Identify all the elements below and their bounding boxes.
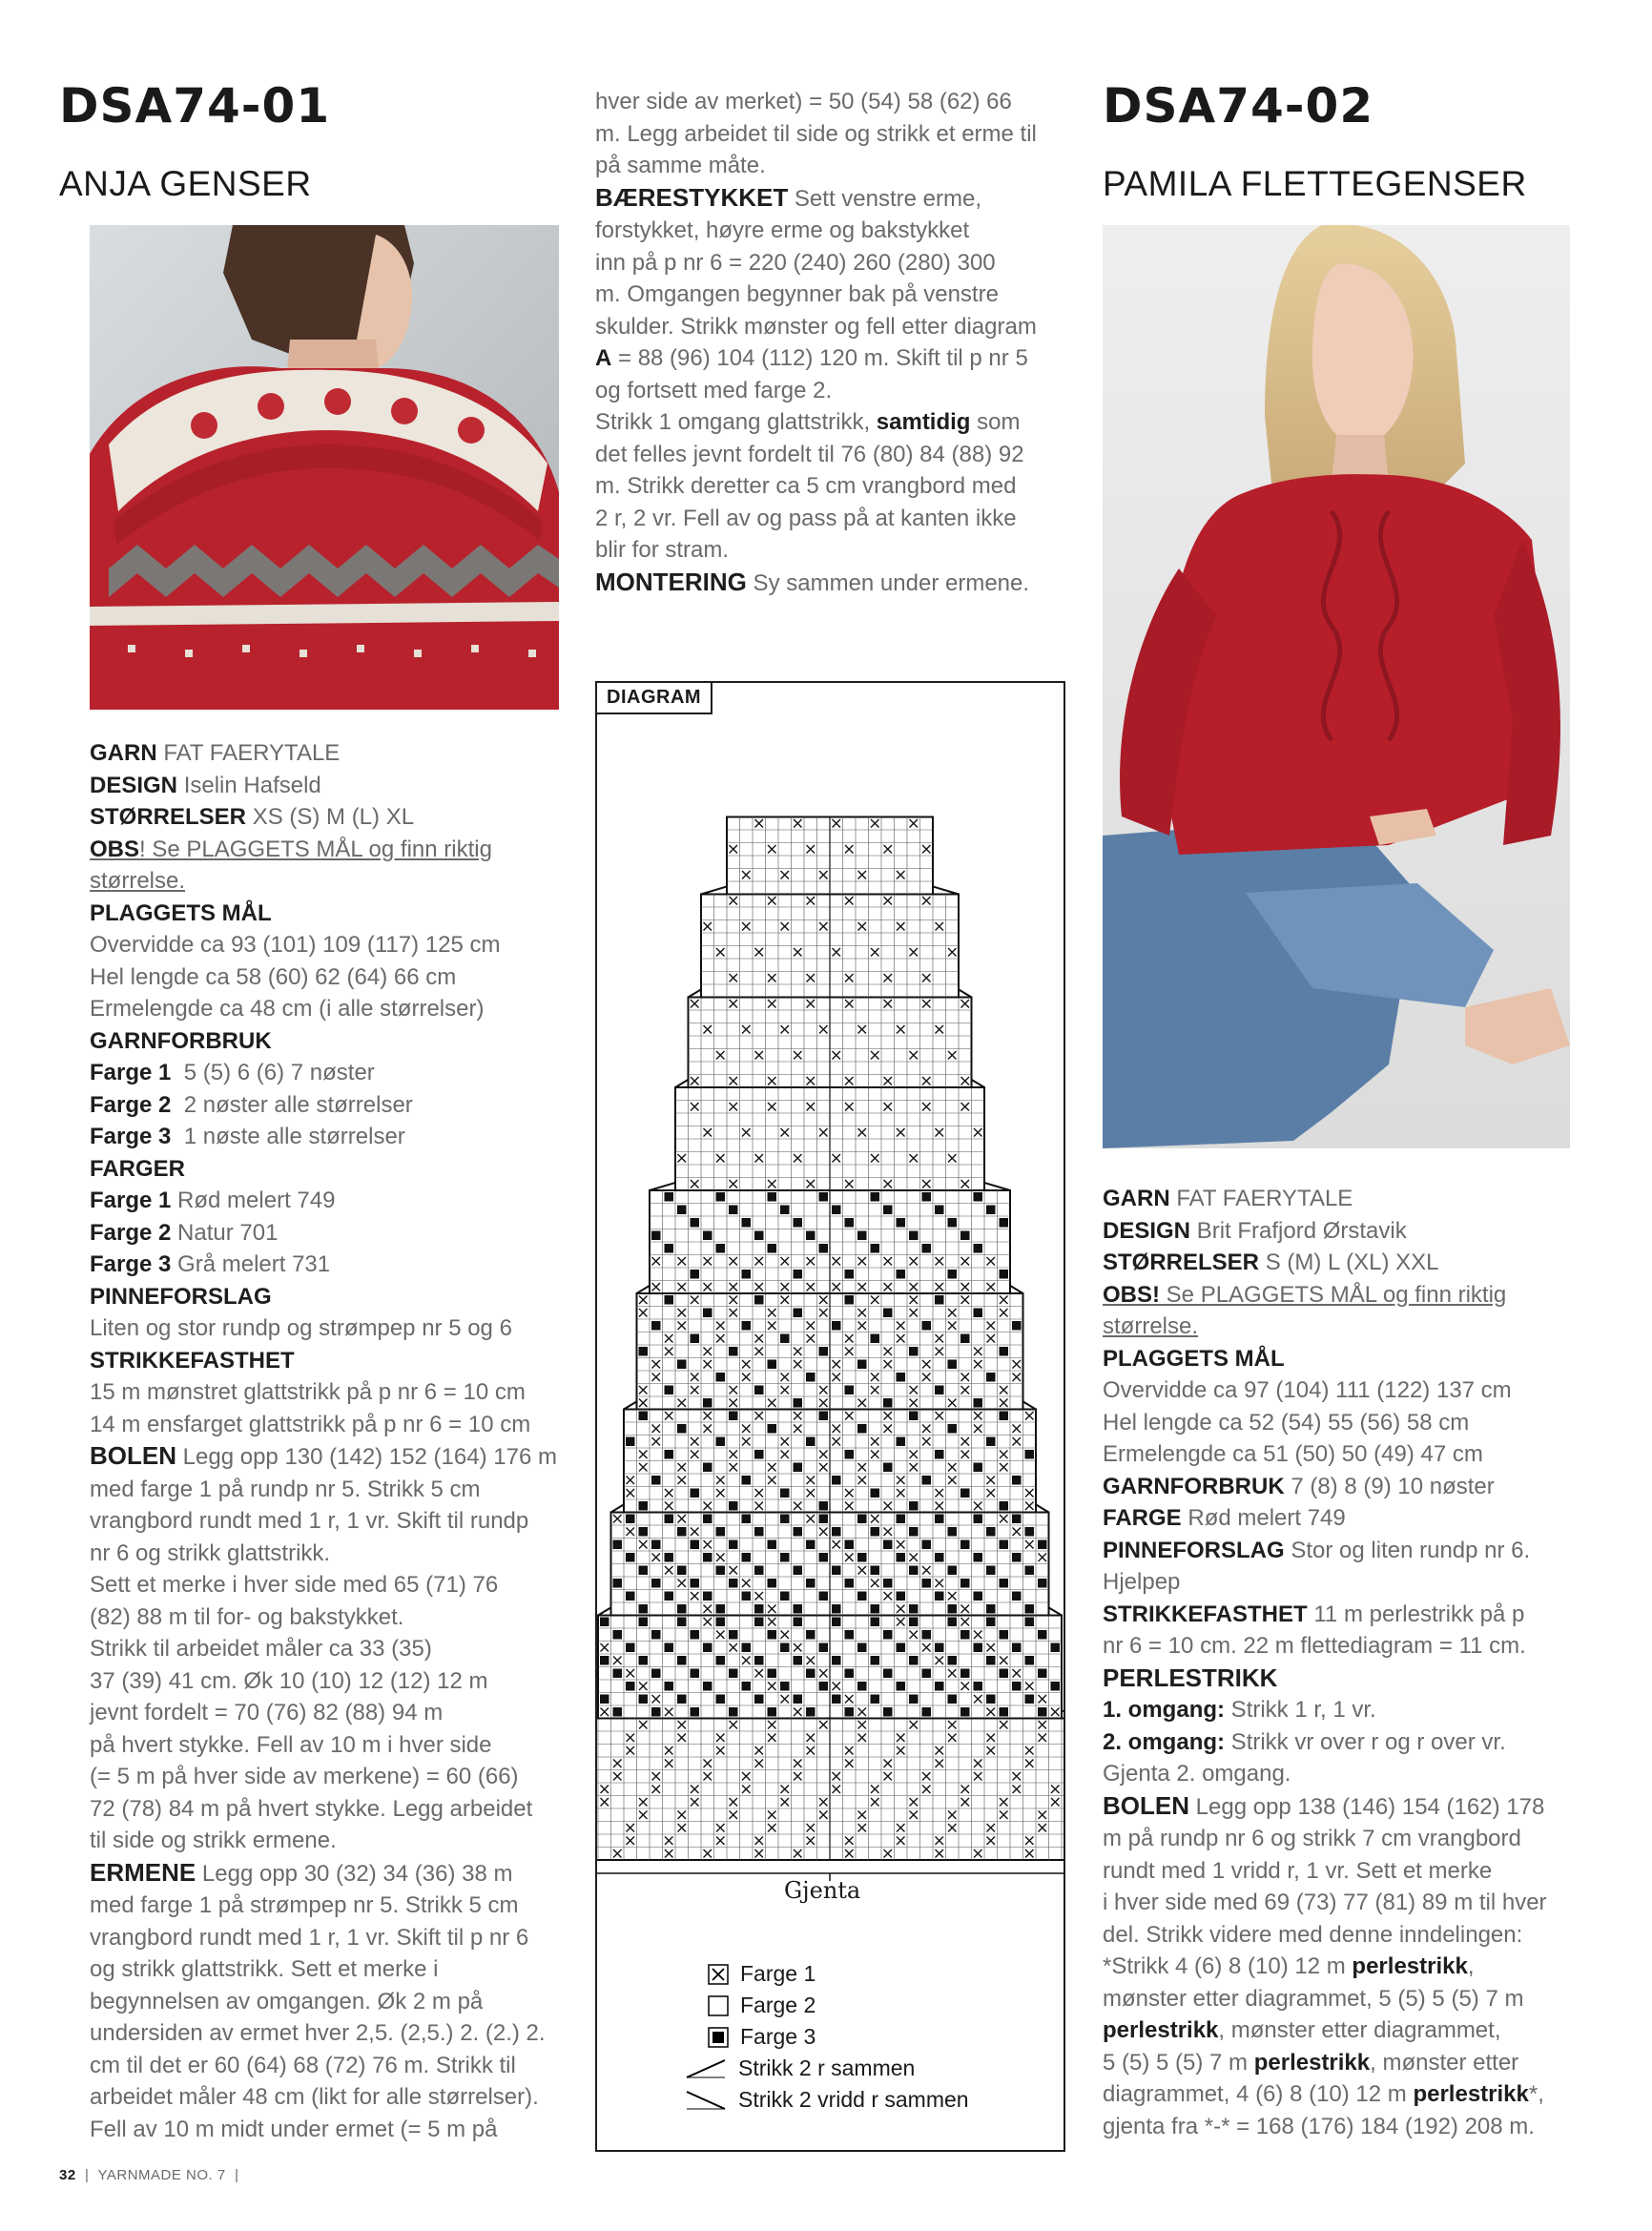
plaggets-line: Overvidde ca 93 (101) 109 (117) 125 cm	[90, 932, 501, 958]
baere-line: skulder. Strikk mønster og fell etter diagram	[595, 313, 1037, 340]
bolen-seq: *Strikk 4 (6) 8 (10) 12 m	[1103, 1953, 1353, 1979]
baere-line: forstykket, høyre erme og bakstykket	[595, 217, 970, 243]
pattern-code-left: DSA74-01	[59, 78, 331, 134]
bolen-label: BOLEN	[90, 1441, 176, 1470]
bolen-seq: , mønster etter	[1370, 2049, 1519, 2076]
pattern-code-right: DSA74-02	[1103, 78, 1374, 134]
samtidig-bold: samtidig	[876, 409, 971, 435]
ermene-label: ERMENE	[90, 1857, 196, 1887]
legend-label: Farge 2	[740, 1993, 816, 2017]
slash-right-icon	[685, 2058, 727, 2079]
pinneforslag-value: Stor og liten rundp nr 6.	[1284, 1537, 1531, 1563]
farge-label: Farge 2	[90, 1219, 172, 1246]
baere-line: m. Omgangen begynner bak på venstre	[595, 281, 999, 307]
ermene-line: med farge 1 på strømpep nr 5. Strikk 5 cm	[90, 1892, 519, 1918]
design-value: Brit Frafjord Ørstavik	[1196, 1217, 1407, 1244]
farge-value: 5 (5) 6 (6) 7 nøster	[183, 1060, 375, 1085]
anja-sweater-photo	[90, 225, 559, 710]
obs-label: OBS!	[1103, 1281, 1160, 1308]
perlestrikk-label: PERLESTRIKK	[1103, 1663, 1278, 1692]
strikkefasthet-value: 11 m perlestrikk på p	[1307, 1601, 1525, 1627]
perlestrikk-bold: perlestrikk	[1413, 2081, 1529, 2107]
legend-farge-1	[708, 1961, 816, 1987]
ermene-line: arbeidet måler 48 cm (likt for alle størrelser).	[90, 2084, 539, 2110]
left-text-column	[90, 737, 567, 2145]
strikkefasthet-label: STRIKKEFASTHET	[90, 1347, 295, 1374]
ermene-line: begynnelsen av omgangen. Øk 2 m på	[90, 1988, 484, 2014]
bolen-seq: gjenta fra *-* = 168 (176) 184 (192) 208 m.	[1103, 2113, 1535, 2139]
farge-label: FARGE	[1103, 1505, 1182, 1531]
plaggets-line: Ermelengde ca 48 cm (i alle størrelser)	[90, 996, 485, 1022]
legend-label: Strikk 2 r sammen	[738, 2055, 916, 2080]
farger-label: FARGER	[90, 1155, 186, 1182]
ermene-line: Fell av 10 m midt under ermet (= 5 m på	[90, 2116, 498, 2142]
bolen-line: jevnt fordelt = 70 (76) 82 (88) 94 m	[90, 1700, 444, 1725]
legend-farge-3	[708, 2024, 816, 2050]
garn-value: FAT FAERYTALE	[1176, 1186, 1353, 1211]
plaggets-line: Overvidde ca 97 (104) 111 (122) 137 cm	[1103, 1377, 1512, 1403]
perlestrikk-bold: perlestrikk	[1103, 2017, 1219, 2043]
strikkefasthet-label: STRIKKEFASTHET	[1103, 1601, 1308, 1627]
legend-label: Farge 3	[740, 2024, 816, 2049]
plaggets-line: Hel lengde ca 52 (54) 55 (56) 58 cm	[1103, 1409, 1470, 1436]
garnforbruk-label: GARNFORBRUK	[90, 1027, 272, 1054]
bolen-line: del. Strikk videre med denne inndelingen:	[1103, 1921, 1523, 1948]
bolen-line: med farge 1 på rundp nr 5. Strikk 5 cm	[90, 1476, 481, 1502]
omgang-line: Gjenta 2. omgang.	[1103, 1761, 1291, 1787]
empty-square-icon	[708, 1995, 729, 2016]
obs-text-cont: størrelse.	[1103, 1313, 1199, 1339]
farge-label: Farge 3	[90, 1251, 172, 1277]
design-label: DESIGN	[1103, 1217, 1191, 1244]
diagram-a-ref: A	[595, 345, 612, 371]
strikk-line: m. Strikk deretter ca 5 cm vrangbord med	[595, 473, 1017, 499]
design-value: Iselin Hafseld	[183, 772, 321, 798]
gjenta-label: Gjenta	[784, 1877, 861, 1904]
obs-text: Se PLAGGETS MÅL og finn riktig	[1160, 1281, 1507, 1308]
plaggets-label: PLAGGETS MÅL	[90, 899, 272, 926]
strikk-pre: Strikk 1 omgang glattstrikk,	[595, 409, 877, 435]
bolen-line: 37 (39) 41 cm. Øk 10 (10) 12 (12) 12 m	[90, 1667, 488, 1694]
ermene-line: cm til det er 60 (64) 68 (72) 76 m. Strikk til	[90, 2052, 516, 2078]
farge-value: 2 nøster alle størrelser	[183, 1091, 413, 1118]
perlestrikk-bold: perlestrikk	[1253, 2049, 1371, 2076]
bolen-seq: , mønster etter diagrammet,	[1218, 2017, 1501, 2043]
bolen-seq: 5 (5) 5 (5) 7 m	[1103, 2049, 1254, 2076]
baere-a-text: = 88 (96) 104 (112) 120 m. Skift til p nr 5	[611, 345, 1028, 371]
bolen-line: (82) 88 m til for- og bakstykket.	[90, 1603, 404, 1630]
bolen-line: til side og strikk ermene.	[90, 1828, 337, 1853]
ermene-line: undersiden av ermet hver 2,5. (2,5.) 2. (2.) 2.	[90, 2020, 546, 2046]
farge-value: Rød melert 749	[177, 1188, 336, 1213]
chart-grid	[597, 683, 1063, 2150]
cross-square-icon	[708, 1964, 729, 1985]
strikk-line: 2 r, 2 vr. Fell av og pass på at kanten ikke	[595, 505, 1017, 531]
bolen-seq: mønster etter diagrammet, 5 (5) 5 (5) 7 m	[1103, 1985, 1524, 2012]
montering-label: MONTERING	[595, 567, 747, 596]
legend-strikk-2r	[685, 2055, 915, 2081]
bolen-label: BOLEN	[1103, 1790, 1189, 1820]
montering-text: Sy sammen under ermene.	[746, 569, 1030, 596]
sizes-label: STØRRELSER	[90, 804, 247, 830]
knitting-diagram	[595, 681, 1065, 2152]
middle-line: m. Legg arbeidet til side og strikk et erme til	[595, 120, 1037, 147]
plaggets-line: Ermelengde ca 51 (50) 50 (49) 47 cm	[1103, 1441, 1483, 1467]
pattern-title-left: ANJA GENSER	[59, 164, 312, 203]
bolen-line: Strikk til arbeidet måler ca 33 (35)	[90, 1636, 432, 1662]
page-number: 32	[59, 2167, 76, 2183]
strikk-line: blir for stram.	[595, 537, 730, 563]
strikk-line: det felles jevnt fordelt til 76 (80) 84 (88) 92	[595, 441, 1024, 467]
middle-line: hver side av merket) = 50 (54) 58 (62) 66	[595, 89, 1012, 114]
omgang-1-label: 1. omgang:	[1103, 1697, 1226, 1723]
garnforbruk-value: 7 (8) 8 (9) 10 nøster	[1284, 1473, 1495, 1499]
strikkefasthet-line: nr 6 = 10 cm. 22 m flettediagram = 11 cm.	[1103, 1633, 1526, 1659]
omgang-2-label: 2. omgang:	[1103, 1728, 1226, 1755]
farge-value: Grå melert 731	[177, 1251, 331, 1277]
farge-value: Rød melert 749	[1181, 1505, 1346, 1531]
baere-line: inn på p nr 6 = 220 (240) 260 (280) 300	[595, 249, 996, 276]
design-label: DESIGN	[90, 772, 178, 798]
bolen-seq: diagrammet, 4 (6) 8 (10) 12 m	[1103, 2081, 1414, 2107]
pattern-title-right: PAMILA FLETTEGENSER	[1103, 164, 1527, 203]
bolen-line: rundt med 1 vridd r, 1 vr. Sett et merke	[1103, 1857, 1493, 1884]
legend-label: Farge 1	[740, 1961, 816, 1986]
omgang-2-value: Strikk vr over r og r over vr.	[1225, 1728, 1506, 1755]
pinneforslag-text: Liten og stor rundp og strømpep nr 5 og 6	[90, 1315, 512, 1341]
diagram-label: DIAGRAM	[597, 683, 712, 714]
pinneforslag-label: PINNEFORSLAG	[90, 1283, 272, 1310]
plaggets-line: Hel lengde ca 58 (60) 62 (64) 66 cm	[90, 963, 457, 990]
garn-value: FAT FAERYTALE	[163, 740, 341, 766]
bolen-line: på hvert stykke. Fell av 10 m i hver side	[90, 1731, 492, 1758]
obs-label: OBS	[90, 836, 140, 862]
legend-strikk-2vr	[685, 2087, 969, 2113]
omgang-1-value: Strikk 1 r, 1 vr.	[1225, 1697, 1376, 1723]
bolen-text: Legg opp 130 (142) 152 (164) 176 m	[176, 1444, 557, 1470]
bolen-line: i hver side med 69 (73) 77 (81) 89 m til hver	[1103, 1890, 1547, 1915]
strikkefasthet-line: 14 m ensfarget glattstrikk på p nr 6 = 10 cm	[90, 1411, 531, 1437]
sizes-value: XS (S) M (L) XL	[252, 804, 415, 830]
bolen-line: nr 6 og strikk glattstrikk.	[90, 1539, 331, 1566]
bolen-line: 72 (78) 84 m på hvert stykke. Legg arbeidet	[90, 1795, 533, 1822]
right-text-column: GARN FAT FAERYTALE DESIGN Brit Frafjord Ørstavik STØRRELSER S (M) L (XL) XXL OBS! Se PLAGGETS MÅL og finn riktig størrelse. PLAGGETS MÅL Overvidde ca 97 (104) 111 (122) 137 cm Hel lengde ca 52 (54) 55 (56) 58 cm Ermelengde ca 51 (50) 50 (49) 47 cm GARNFORBRUK 7 (8) 8 (9) 10 nøster FARGE Rød melert 749 PINNEFORSLAG Stor og liten rundp nr 6. Hjelpep STRIKKEFASTHET 11 m perlestrikk på p nr 6 = 10 cm. 22 m flettediagram = 11 cm. PERLESTRIKK 1. omgang: Strikk 1 r, 1 vr. 2. omgang: Strikk vr over r og r over vr. Gjenta 2. omgang. BOLEN Legg opp 138 (146) 154 (162) 178 m på rundp nr 6 og strikk 7 cm vrangbord rundt med 1 vridd r, 1 vr. Sett et merke i hver side med 69 (73) 77 (81) 89 m til hver del. Strikk videre med denne inndelingen: *Strikk 4 (6) 8 (10) 12 m perlestrikk, mønster etter diagrammet, 5 (5) 5 (5) 7 m perlestrikk, mønster etter diagrammet, 5 (5) 5 (5) 7 m perlestrikk, mønster etter diagrammet, 4 (6) 8 (10) 12 m perlestrikk*, gjenta fra *-* = 168 (176) 184 (192) 208 m.	[1103, 1183, 1580, 2142]
bolen-line: m på rundp nr 6 og strikk 7 cm vrangbord	[1103, 1826, 1521, 1851]
pamila-sweater-photo	[1103, 225, 1570, 1148]
farge-label: Farge 2	[90, 1091, 172, 1118]
farge-value: Natur 701	[177, 1219, 279, 1246]
baerestykket-label: BÆRESTYKKET	[595, 182, 789, 212]
sizes-value: S (M) L (XL) XXL	[1265, 1250, 1439, 1275]
bolen-line: (= 5 m på hver side av merkene) = 60 (66)	[90, 1764, 519, 1789]
middle-line: på samme måte.	[595, 153, 766, 178]
slash-left-icon	[685, 2090, 727, 2111]
garn-label: GARN	[1103, 1186, 1170, 1211]
baere-line: og fortsett med farge 2.	[595, 377, 833, 403]
farge-label: Farge 3	[90, 1124, 172, 1149]
obs-text-cont: størrelse.	[90, 868, 186, 894]
garnforbruk-label: GARNFORBRUK	[1103, 1473, 1285, 1499]
bolen-line: Sett et merke i hver side med 65 (71) 76	[90, 1572, 499, 1598]
plaggets-label: PLAGGETS MÅL	[1103, 1345, 1285, 1372]
ermene-text: Legg opp 30 (32) 34 (36) 38 m	[196, 1860, 513, 1887]
strikk-post: som	[970, 409, 1021, 435]
middle-text-column	[595, 86, 1072, 599]
pinneforslag-label: PINNEFORSLAG	[1103, 1537, 1285, 1563]
filled-square-icon	[708, 2027, 729, 2048]
magazine-name: YARNMADE NO. 7	[97, 2167, 226, 2183]
sizes-label: STØRRELSER	[1103, 1250, 1260, 1275]
bolen-text: Legg opp 138 (146) 154 (162) 178	[1189, 1793, 1545, 1820]
bolen-line: vrangbord rundt med 1 r, 1 vr. Skift til rundp	[90, 1508, 529, 1534]
farge-label: Farge 1	[90, 1060, 172, 1085]
ermene-line: vrangbord rundt med 1 r, 1 vr. Skift til p nr 6	[90, 1924, 529, 1951]
garn-label: GARN	[90, 740, 157, 766]
strikkefasthet-line: 15 m mønstret glattstrikk på p nr 6 = 10 cm	[90, 1379, 526, 1405]
pinneforslag-line: Hjelpep	[1103, 1569, 1181, 1595]
page-footer: 32 | YARNMADE NO. 7 |	[59, 2167, 239, 2183]
ermene-line: og strikk glattstrikk. Sett et merke i	[90, 1956, 439, 1982]
legend-label: Strikk 2 vridd r sammen	[738, 2087, 969, 2112]
baerestykket-text: Sett venstre erme,	[788, 185, 981, 212]
chart-cells	[597, 817, 1063, 1861]
obs-text: ! Se PLAGGETS MÅL og finn riktig	[139, 836, 492, 862]
legend-farge-2	[708, 1993, 816, 2018]
perlestrikk-bold: perlestrikk	[1352, 1953, 1468, 1979]
farge-value: 1 nøste alle størrelser	[183, 1124, 405, 1149]
farge-label: Farge 1	[90, 1188, 172, 1213]
